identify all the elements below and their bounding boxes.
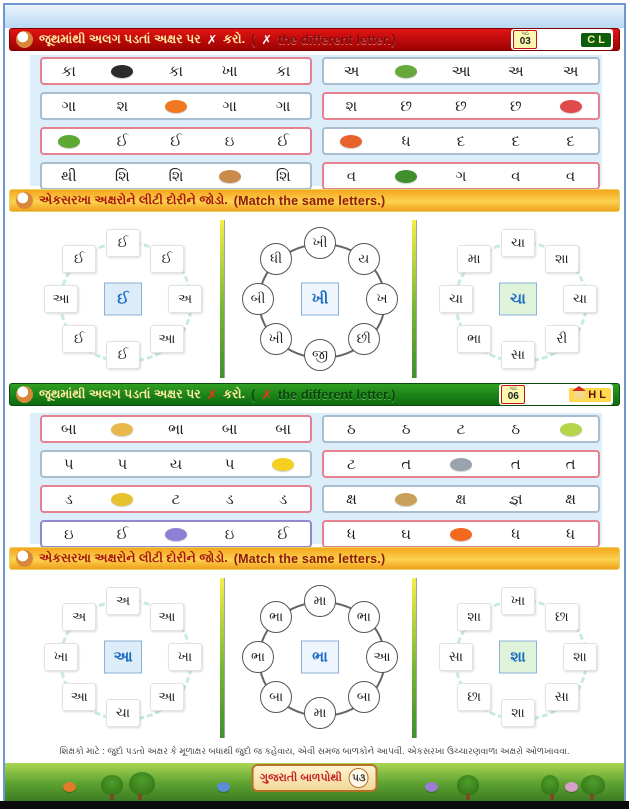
ring-letter[interactable]: ભા <box>348 601 380 633</box>
grass-footer <box>5 763 624 801</box>
letter-row <box>322 520 600 548</box>
ring-letter[interactable]: શા <box>545 245 579 273</box>
letter-cell[interactable]: દ <box>456 132 466 150</box>
ring-letter[interactable]: ભા <box>242 641 274 673</box>
ring-letter[interactable]: ધી <box>260 243 292 275</box>
letter-cell[interactable]: વ <box>511 167 521 185</box>
letter-cell[interactable]: ગ <box>455 167 467 185</box>
lesson-label: પાઠ <box>521 31 529 37</box>
bird-icon <box>425 782 438 792</box>
letter-cell[interactable]: ક્ષ <box>455 490 467 508</box>
letter-cell[interactable]: શિ <box>275 167 291 185</box>
tree-icon <box>457 775 479 795</box>
tag-spacer <box>541 39 577 40</box>
letter-cell[interactable]: શ <box>345 97 358 115</box>
house-icon <box>574 391 585 399</box>
header2-gujarati-verb: કરો. <box>223 387 246 401</box>
letter-row <box>40 485 312 513</box>
ring-letter[interactable]: આ <box>150 325 184 353</box>
letter-cell[interactable]: દ <box>566 132 575 150</box>
tag-spacer <box>529 394 565 395</box>
lesson-number-badge <box>513 30 537 49</box>
letter-cell[interactable]: દ <box>511 132 520 150</box>
letter-cell[interactable]: અ <box>562 62 579 80</box>
letter-rows-right-2 <box>322 415 600 555</box>
crow-icon[interactable] <box>111 65 133 78</box>
section-divider <box>220 220 225 378</box>
ring-center-letter[interactable]: ખી <box>301 283 339 316</box>
peapod-icon[interactable] <box>58 135 80 148</box>
header-cross-letter-2 <box>9 383 620 406</box>
letter-cell[interactable]: ઈ <box>116 525 129 543</box>
ring-letter[interactable]: શા <box>457 603 491 631</box>
page-number: ૫૩ <box>349 768 369 788</box>
ring-letter[interactable]: ઈ <box>106 341 140 369</box>
ring-center-letter[interactable]: આ <box>104 641 142 674</box>
letter-cell[interactable]: ગા <box>222 97 237 115</box>
ring-letter[interactable]: સા <box>545 683 579 711</box>
letter-cell[interactable]: વ <box>346 167 357 185</box>
ring-letter[interactable]: ય <box>348 243 380 275</box>
ring-center-letter[interactable]: ભા <box>301 641 339 674</box>
tree-icon <box>581 775 605 795</box>
letter-cell[interactable]: ધ <box>401 132 411 150</box>
squirrel-mascot-icon <box>16 550 33 567</box>
ring-letter[interactable]: ખ <box>366 283 398 315</box>
letter-cell[interactable]: અ <box>343 62 360 80</box>
ring-letter[interactable]: સા <box>439 643 473 671</box>
match-banner-1 <box>9 189 620 212</box>
match-ring-ii <box>28 220 218 378</box>
ring-letter[interactable]: અ <box>168 285 202 313</box>
flag-icon[interactable] <box>450 528 472 541</box>
bird-icon <box>217 782 230 792</box>
letter-cell[interactable]: ધ <box>346 525 356 543</box>
letter-cell[interactable]: શ <box>116 97 129 115</box>
letter-row <box>322 450 600 478</box>
letter-cell[interactable]: વ <box>565 167 576 185</box>
letter-cell[interactable]: બા <box>275 420 292 438</box>
letter-cell[interactable]: પ <box>224 455 235 473</box>
homework-tag <box>569 388 611 402</box>
letter-cell[interactable]: આ <box>451 62 471 80</box>
header1-english-text: the different letter.) <box>277 32 396 47</box>
letter-cell[interactable]: ઈ <box>170 132 182 150</box>
book-page-badge <box>251 764 378 792</box>
ball-icon[interactable] <box>340 135 362 148</box>
ring-letter[interactable]: સા <box>501 341 535 369</box>
ring-letter[interactable]: આ <box>150 683 184 711</box>
letter-cell[interactable]: ધ <box>566 525 576 543</box>
letter-row <box>40 57 312 85</box>
header2-gujarati-text: જૂથમાંથી અલગ પડતાં અક્ષર પર <box>39 387 201 401</box>
ring-letter[interactable]: અ <box>106 587 140 615</box>
ring-letter[interactable]: આ <box>150 603 184 631</box>
doll-icon[interactable] <box>111 423 133 436</box>
letter-cell[interactable]: કા <box>276 62 291 80</box>
letter-cell[interactable]: બા <box>60 420 77 438</box>
ring-letter[interactable]: મા <box>304 697 336 729</box>
cross-mark: ✗ <box>206 33 218 47</box>
ring-letter[interactable]: ચા <box>439 285 473 313</box>
letter-row <box>40 450 312 478</box>
letter-cell[interactable]: પ <box>63 455 74 473</box>
ring-letter[interactable]: આ <box>44 285 78 313</box>
chick-icon[interactable] <box>272 458 294 471</box>
letter-row <box>40 415 312 443</box>
letter-cell[interactable]: થી <box>60 167 77 185</box>
letter-cell[interactable]: ઠ <box>401 420 411 438</box>
match-ring-khi <box>225 220 415 378</box>
teacher-note: શિક્ષકો માટે : જુદો પડતો અક્ષર કે મૂળાક્ષર બધાથી જુદો જ કહેવાય, એવી સમજ બાળકોને આપવી. એકસરખા ઉચ્ચારણવાળા અક્ષરો ઓળખાવવા. <box>59 746 570 756</box>
plant-icon[interactable] <box>395 65 417 78</box>
header-cross-letter-1 <box>9 28 620 51</box>
ring-letter[interactable]: છી <box>348 323 380 355</box>
letter-cell[interactable]: ટ <box>456 420 466 438</box>
header2-english-text: the different letter.) <box>277 387 396 402</box>
header1-gujarati-text: જૂથમાંથી અલગ પડતાં અક્ષર પર <box>39 32 201 46</box>
letter-cell[interactable]: ય <box>169 455 183 473</box>
section-divider <box>412 220 417 378</box>
letter-cell[interactable]: છ <box>400 97 412 115</box>
letter-cell[interactable]: પ <box>117 455 128 473</box>
letter-cell[interactable]: ખા <box>221 62 238 80</box>
letter-cell[interactable]: શિ <box>114 167 130 185</box>
letter-row <box>322 162 600 190</box>
ring-letter[interactable]: ખા <box>168 643 202 671</box>
section-divider <box>412 578 417 738</box>
tree-icon <box>101 775 123 795</box>
header1-english-open: ( <box>251 32 256 47</box>
ring-letter[interactable]: ઈ <box>62 325 96 353</box>
match-ring-sha <box>423 578 613 736</box>
ring-center-letter[interactable]: શા <box>499 641 537 674</box>
letter-row <box>40 520 312 548</box>
match-ring-bha <box>225 578 415 736</box>
letter-cell[interactable]: કા <box>61 62 76 80</box>
letter-cell[interactable]: છ <box>455 97 467 115</box>
cross-mark-en: ✗ <box>261 33 272 47</box>
ring-letter[interactable]: શા <box>563 643 597 671</box>
squirrel-icon[interactable] <box>219 170 241 183</box>
ring-letter[interactable]: ખા <box>501 587 535 615</box>
cross-mark-red-en: ✗ <box>261 388 272 402</box>
letter-cell[interactable]: ક્ષ <box>565 490 577 508</box>
ring-letter[interactable]: ઈ <box>106 229 140 257</box>
letter-row <box>322 415 600 443</box>
letter-cell[interactable]: ત <box>510 455 521 473</box>
classwork-tag: C L <box>581 33 611 47</box>
ring-letter[interactable]: આ <box>366 641 398 673</box>
letter-cell[interactable]: ઠ <box>347 420 356 438</box>
letter-cell[interactable]: ઠ <box>511 420 521 438</box>
lesson-label: પાઠ <box>509 386 517 392</box>
pear-icon[interactable] <box>560 423 582 436</box>
book-title: ગુજરાતી બાળપોથી <box>260 771 342 784</box>
ring-letter[interactable]: છા <box>457 683 491 711</box>
letter-row <box>322 485 600 513</box>
ring-letter[interactable]: ભા <box>457 325 491 353</box>
ring-letter[interactable]: રી <box>545 325 579 353</box>
carrot-icon[interactable] <box>165 100 187 113</box>
match1-gujarati-text: એકસરખા અક્ષરોને લીટી દોરીને જોડો. <box>39 193 228 207</box>
letter-cell[interactable]: ઈ <box>277 525 289 543</box>
letter-row <box>322 92 600 120</box>
squirrel-mascot-icon <box>16 31 33 48</box>
lesson-number: 06 <box>507 391 519 402</box>
match-banner-2 <box>9 547 620 570</box>
sword-icon[interactable] <box>450 458 472 471</box>
letter-cell[interactable]: ઈ <box>116 132 129 150</box>
letter-cell[interactable]: ઇ <box>224 525 235 543</box>
letter-cell[interactable]: ત <box>565 455 576 473</box>
header2-tag-box <box>499 384 613 405</box>
letter-cell[interactable]: શિ <box>168 167 184 185</box>
match-ring-aa <box>28 578 218 736</box>
ring-letter[interactable]: ઈ <box>62 245 96 273</box>
letter-cell[interactable]: ઇ <box>63 525 74 543</box>
letter-row <box>40 92 312 120</box>
letter-cell[interactable]: ગા <box>61 97 77 115</box>
letter-cell[interactable]: ક્ષ <box>345 490 357 508</box>
header2-english-open: ( <box>251 387 256 402</box>
letter-cell[interactable]: ડ <box>64 490 73 508</box>
letter-cell[interactable]: ટ <box>347 455 356 473</box>
ring-letter[interactable]: ભા <box>260 601 292 633</box>
letter-row <box>40 127 312 155</box>
match2-english-text: (Match the same letters.) <box>233 551 386 566</box>
warrior-icon[interactable] <box>395 493 417 506</box>
bottom-black-strip <box>0 801 629 809</box>
letter-cell[interactable]: ઘ <box>401 525 412 543</box>
damru-icon[interactable] <box>111 493 133 506</box>
header1-gujarati-verb: કરો. <box>223 32 246 46</box>
ring-letter[interactable]: ખી <box>304 227 336 259</box>
letter-cell[interactable]: જ્ઞ <box>508 490 523 508</box>
letter-cell[interactable]: ધ <box>511 525 521 543</box>
squirrel-icon <box>63 782 76 792</box>
ring-letter[interactable]: અ <box>62 603 96 631</box>
letter-row <box>40 162 312 190</box>
letter-cell[interactable]: ભા <box>168 420 184 438</box>
tree-icon[interactable] <box>395 170 417 183</box>
squirrel-mascot-icon <box>16 386 33 403</box>
ring-letter[interactable]: ચા <box>501 229 535 257</box>
ring-letter[interactable]: બા <box>348 681 380 713</box>
bunny-icon <box>565 782 578 792</box>
homework-tag-label: H L <box>588 388 606 401</box>
ring-letter[interactable]: ચા <box>106 699 140 727</box>
ring-center-letter[interactable]: ઈ <box>104 283 142 316</box>
ring-letter[interactable]: મા <box>304 585 336 617</box>
ring-letter[interactable]: આ <box>62 683 96 711</box>
letter-cell[interactable]: ત <box>401 455 412 473</box>
ring-letter[interactable]: છા <box>545 603 579 631</box>
letter-cell[interactable]: ટ <box>171 490 181 508</box>
ring-letter[interactable]: શા <box>501 699 535 727</box>
letter-row <box>322 57 600 85</box>
ring-letter[interactable]: ખા <box>44 643 78 671</box>
ring-letter[interactable]: બી <box>242 283 274 315</box>
ring-letter[interactable]: ચા <box>563 285 597 313</box>
squirrel-mascot-icon <box>16 192 33 209</box>
letter-cell[interactable]: છ <box>509 97 522 115</box>
umbrella-icon[interactable] <box>560 100 582 113</box>
letter-cell[interactable]: ઇ <box>224 132 235 150</box>
ring-letter[interactable]: ખી <box>260 323 292 355</box>
match-ring-cha <box>423 220 613 378</box>
sky-band <box>5 5 624 28</box>
letter-cell[interactable]: અ <box>507 62 524 80</box>
section-divider <box>220 578 225 738</box>
letter-cell[interactable]: ઈ <box>277 132 289 150</box>
lesson-number-badge <box>501 385 525 404</box>
letter-cell[interactable]: કા <box>168 62 184 80</box>
letter-cell[interactable]: ગા <box>275 97 291 115</box>
letter-row <box>322 127 600 155</box>
letter-rows-right-1 <box>322 57 600 197</box>
ring-letter[interactable]: ઈ <box>150 245 184 273</box>
match1-english-text: (Match the same letters.) <box>233 193 386 208</box>
match2-gujarati-text: એકસરખા અક્ષરોને લીટી દોરીને જોડો. <box>39 551 228 565</box>
cross-mark-red: ✗ <box>206 388 218 402</box>
letter-cell[interactable]: ડ <box>225 490 234 508</box>
letter-rows-left-1 <box>40 57 312 197</box>
ring-letter[interactable]: જી <box>304 339 336 371</box>
lesson-number: 03 <box>519 36 531 47</box>
building-icon[interactable] <box>165 528 187 541</box>
tree-icon <box>129 772 155 795</box>
ring-letter[interactable]: મા <box>457 245 491 273</box>
letter-cell[interactable]: બા <box>221 420 238 438</box>
ring-letter[interactable]: બા <box>260 681 292 713</box>
letter-cell[interactable]: ડ <box>279 490 288 508</box>
tree-icon <box>541 775 559 795</box>
header1-tag-box <box>511 29 613 50</box>
ring-center-letter[interactable]: ચા <box>499 283 537 316</box>
letter-rows-left-2 <box>40 415 312 555</box>
